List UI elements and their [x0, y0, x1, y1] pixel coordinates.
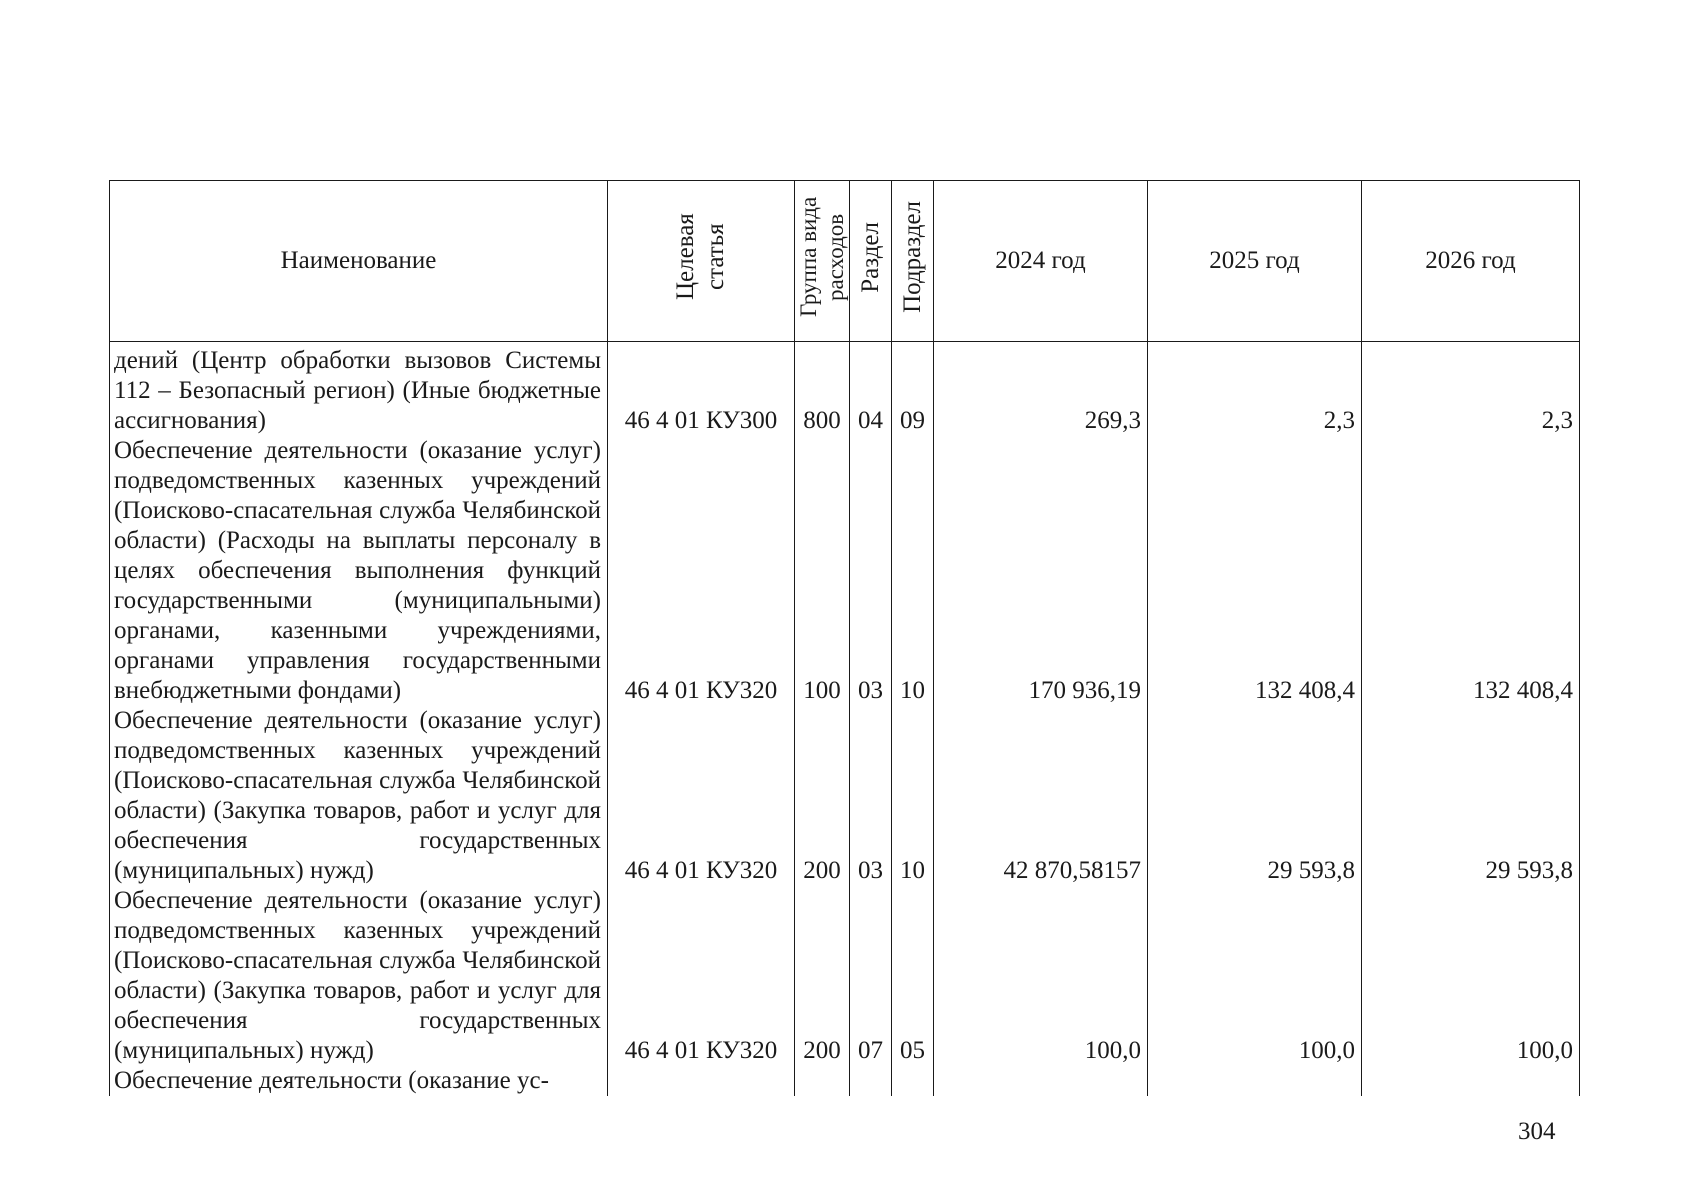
header-subsection: Подраздел: [892, 181, 934, 342]
row-target-article: 46 4 01 КУ320: [608, 436, 795, 706]
row-2024: 269,3: [934, 342, 1148, 437]
row-expense-group: 200: [795, 706, 850, 886]
row-2025: 132 408,4: [1148, 436, 1362, 706]
row-section: 03: [850, 706, 892, 886]
budget-table: [109, 180, 1580, 1096]
row-subsection: 10: [892, 436, 934, 706]
row-subsection: 10: [892, 706, 934, 886]
header-section: Раздел: [850, 181, 892, 342]
row-subsection: 05: [892, 886, 934, 1066]
row-target-article: 46 4 01 КУ320: [608, 886, 795, 1066]
row-2025: 100,0: [1148, 886, 1362, 1066]
row-2026: 132 408,4: [1362, 436, 1580, 706]
table-row: [110, 342, 1580, 437]
row-target-article: 46 4 01 КУ320: [608, 706, 795, 886]
table-row: [110, 886, 1580, 1066]
header-name: Наименование: [110, 181, 608, 342]
row-2025: 29 593,8: [1148, 706, 1362, 886]
row-section: 04: [850, 342, 892, 437]
row-2024: 170 936,19: [934, 436, 1148, 706]
page-number: 304: [1518, 1118, 1556, 1145]
row-expense-group: 200: [795, 886, 850, 1066]
row-section: 03: [850, 436, 892, 706]
row-expense-group: 800: [795, 342, 850, 437]
row-name-continuation: Обеспечение деятельности (оказание ус-: [110, 1066, 608, 1096]
header-target-article: Целевая статья: [608, 181, 795, 342]
header-2025: 2025 год: [1148, 181, 1362, 342]
header-2024: 2024 год: [934, 181, 1148, 342]
row-2026: 29 593,8: [1362, 706, 1580, 886]
header-2026: 2026 год: [1362, 181, 1580, 342]
table-row: [110, 706, 1580, 886]
row-section: 07: [850, 886, 892, 1066]
row-2026: 2,3: [1362, 342, 1580, 437]
row-2024: 42 870,58157: [934, 706, 1148, 886]
row-name: Обеспечение деятельности (оказание услуг) подведомственных казенных учреждений (Поисково-спасательная служба Челябинской области) (Закупка товаров, работ и услуг для обеспечения государственных (муниципальных) нужд): [110, 706, 608, 886]
row-subsection: 09: [892, 342, 934, 437]
table-row: [110, 436, 1580, 706]
row-name: Обеспечение деятельности (оказание услуг) подведомственных казенных учреждений (Поисково-спасательная служба Челябинской области) (Расходы на выплаты персоналу в целях обеспечения выполнения функций государственными (муниципальными) органами, казенными учреждениями, органами управления государственными внебюджетными фондами): [110, 436, 608, 706]
header-expense-group: Группа вида расходов: [795, 181, 850, 342]
row-2025: 2,3: [1148, 342, 1362, 437]
row-target-article: 46 4 01 КУ300: [608, 342, 795, 437]
table-continuation-row: [110, 1066, 1580, 1096]
row-expense-group: 100: [795, 436, 850, 706]
row-name: Обеспечение деятельности (оказание услуг) подведомственных казенных учреждений (Поисково-спасательная служба Челябинской области) (Закупка товаров, работ и услуг для обеспечения государственных (муниципальных) нужд): [110, 886, 608, 1066]
row-2026: 100,0: [1362, 886, 1580, 1066]
row-name: дений (Центр обработки вызовов Системы 112 – Безопасный регион) (Иные бюджетные ассигнования): [110, 342, 608, 437]
row-2024: 100,0: [934, 886, 1148, 1066]
header-row: [110, 181, 1580, 342]
